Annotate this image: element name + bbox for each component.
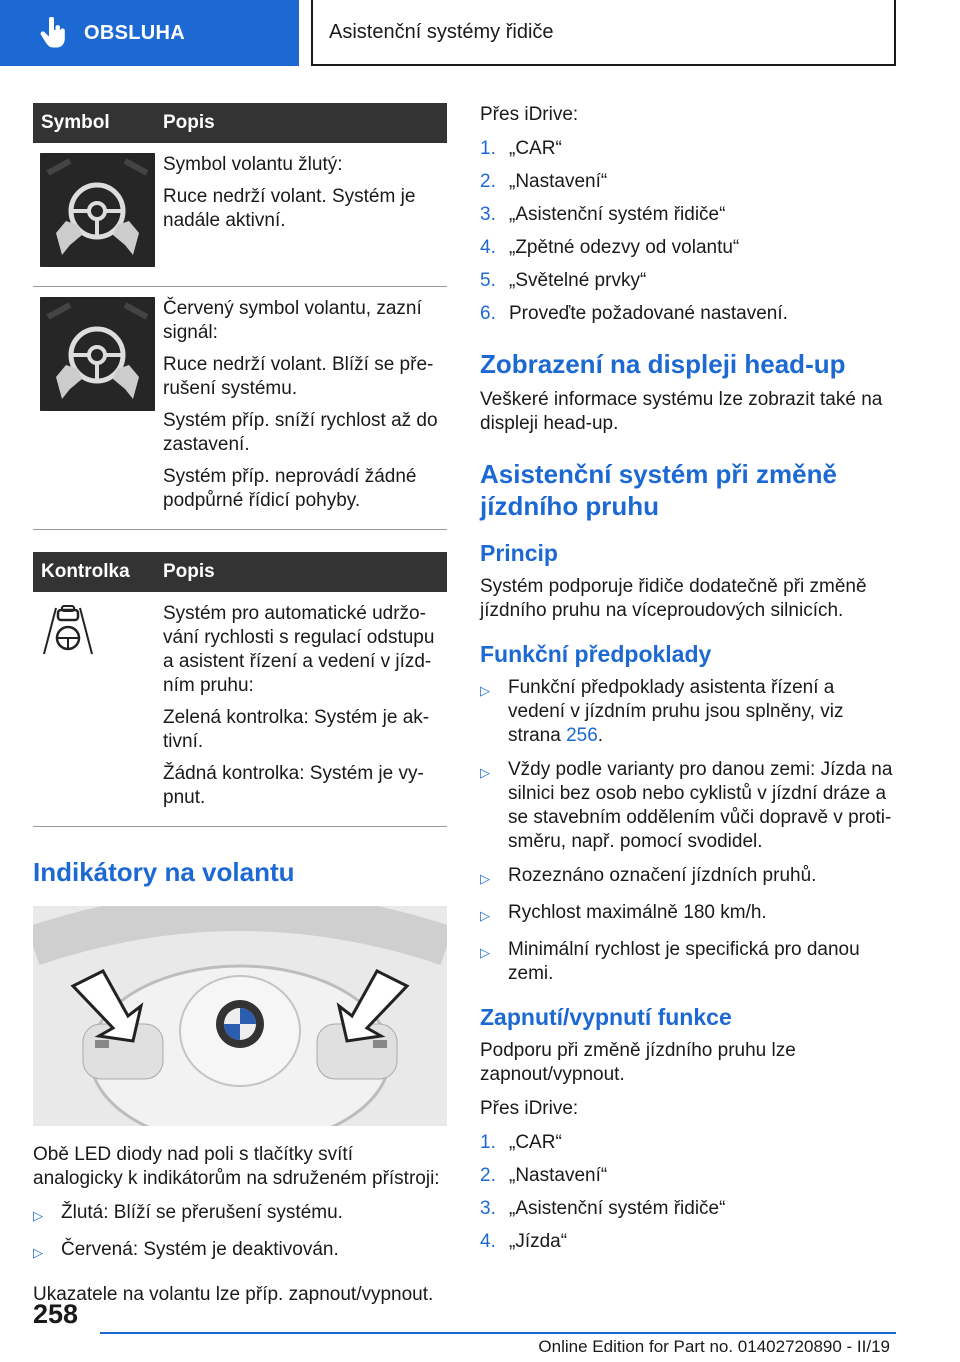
list-item xyxy=(480,676,896,748)
row-text: Ruce nedrží volant. Systém je nadále aktivní. xyxy=(163,186,416,231)
step-text: „Nastavení“ xyxy=(509,1165,608,1186)
triangle-bullet-icon: ▷ xyxy=(33,1208,43,1223)
section-tab xyxy=(0,0,299,66)
triangle-bullet-icon: ▷ xyxy=(480,683,490,698)
step-text: „Jízda“ xyxy=(509,1231,568,1252)
step-text: „Nastavení“ xyxy=(509,171,608,192)
triangle-bullet-icon: ▷ xyxy=(480,908,490,923)
paragraph: Systém podporuje řidiče dodatečně při změně jízdního pruhu na víceproudových silnicích. xyxy=(480,576,867,621)
list-item-text: Žlutá: Blíží se přerušení systému. xyxy=(61,1202,343,1223)
list-item xyxy=(480,302,896,326)
list-item xyxy=(480,269,896,293)
idrive-steps xyxy=(480,137,896,326)
step-number: 4. xyxy=(480,237,496,258)
list-item xyxy=(480,203,896,227)
indicator-bullets xyxy=(33,1201,447,1265)
control-col-header: Kontrolka xyxy=(41,561,130,582)
footer-divider xyxy=(100,1332,896,1334)
step-number: 4. xyxy=(480,1231,496,1252)
left-column xyxy=(33,103,447,1307)
row-text: Zelená kontrolka: Systém je ak‐tivní. xyxy=(163,707,430,752)
idrive-steps xyxy=(480,1131,896,1254)
subsection-heading: Funkční předpoklady xyxy=(480,641,712,667)
step-number: 5. xyxy=(480,270,496,291)
list-item xyxy=(480,1131,896,1155)
right-column xyxy=(480,103,896,1263)
list-item-text: Vždy podle varianty pro danou zemi: Jízda na silnici bez osob nebo cyklistů v jízdní dráze a se stavebním oddělením vůči dopravě v proti‐směru, např. pomocí svodidel. xyxy=(508,759,893,852)
triangle-bullet-icon: ▷ xyxy=(33,1245,43,1260)
list-item-text: . xyxy=(597,725,604,746)
row-text: Žádná kontrolka: Systém je vy‐pnut. xyxy=(163,763,424,808)
step-number: 3. xyxy=(480,204,496,225)
subsection-heading: Princip xyxy=(480,540,558,566)
hand-pointer-icon xyxy=(40,17,66,49)
list-item-text: Červená: Systém je deaktivován. xyxy=(61,1239,339,1260)
steering-wheel-photo xyxy=(33,906,447,1126)
list-item xyxy=(480,1197,896,1221)
symbol-col-header: Symbol xyxy=(41,112,110,133)
list-item xyxy=(480,1164,896,1188)
list-item xyxy=(480,1230,896,1254)
paragraph: Ukazatele na volantu lze příp. zapnout/vypnout. xyxy=(33,1284,434,1305)
lane-assist-indicator-icon xyxy=(40,602,96,656)
table-row xyxy=(33,592,447,827)
description-col-header: Popis xyxy=(163,561,215,582)
list-item xyxy=(480,236,896,260)
step-number: 2. xyxy=(480,1165,496,1186)
page-number: 258 xyxy=(33,1299,79,1329)
section-heading: Asistenční systém při změně jízdního pruhu xyxy=(480,459,837,521)
step-text: „CAR“ xyxy=(509,1132,562,1153)
list-item xyxy=(480,901,896,928)
control-table-header xyxy=(33,552,447,592)
step-text: „Asistenční systém řidiče“ xyxy=(509,1198,726,1219)
step-text: „CAR“ xyxy=(509,138,562,159)
row-text: Ruce nedrží volant. Blíží se pře‐rušení systému. xyxy=(163,354,434,399)
step-number: 1. xyxy=(480,138,496,159)
description-col-header: Popis xyxy=(163,112,215,133)
paragraph: Obě LED diody nad poli s tlačítky svítí analogicky k indikátorům na sdruženém přístroji: xyxy=(33,1144,440,1189)
step-number: 3. xyxy=(480,1198,496,1219)
step-text: „Zpětné odezvy od volantu“ xyxy=(509,237,740,258)
list-item xyxy=(480,137,896,161)
list-item-text: Rychlost maximálně 180 km/h. xyxy=(508,902,767,923)
section-heading: Zobrazení na displeji head-up xyxy=(480,349,846,379)
steering-wheel-yellow-icon xyxy=(40,153,155,267)
paragraph: Přes iDrive: xyxy=(480,1098,579,1119)
triangle-bullet-icon: ▷ xyxy=(480,765,490,780)
paragraph: Veškeré informace systému lze zobrazit také na displeji head-up. xyxy=(480,389,883,434)
list-item xyxy=(480,864,896,891)
edition-note: Online Edition for Part no. 01402720890 - II/19 xyxy=(538,1337,890,1356)
steering-wheel-red-icon xyxy=(40,297,155,411)
chapter-title: Asistenční systémy řidiče xyxy=(311,0,896,66)
list-item xyxy=(480,938,896,986)
step-text: „Světelné prvky“ xyxy=(509,270,647,291)
row-text: Systém příp. neprovádí žádné podpůrné řídicí pohyby. xyxy=(163,466,417,511)
list-item-text: Minimální rychlost je specifická pro danou zemi. xyxy=(508,939,860,984)
prerequisite-list xyxy=(480,676,896,986)
list-item xyxy=(33,1238,447,1265)
step-number: 2. xyxy=(480,171,496,192)
table-row xyxy=(33,143,447,287)
list-item-text: Rozeznáno označení jízdních pruhů. xyxy=(508,865,817,886)
step-number: 1. xyxy=(480,1132,496,1153)
triangle-bullet-icon: ▷ xyxy=(480,945,490,960)
subsection-heading: Zapnutí/vypnutí funkce xyxy=(480,1004,732,1030)
list-item-text: Funkční předpoklady asistenta řízení a vedení v jízdním pruhu jsou splněny, viz strana xyxy=(508,677,844,746)
paragraph: Podporu při změně jízdního pruhu lze zapnout/vypnout. xyxy=(480,1040,796,1085)
list-item xyxy=(33,1201,447,1228)
step-text: „Asistenční systém řidiče“ xyxy=(509,204,726,225)
section-label: OBSLUHA xyxy=(84,21,185,44)
step-number: 6. xyxy=(480,303,496,324)
section-heading: Indikátory na volantu xyxy=(33,857,295,887)
row-text: Symbol volantu žlutý: xyxy=(163,154,343,175)
row-text: Systém pro automatické udržo‐vání rychlosti s regulací odstupu a asistent řízení a vedení v jízd‐ním pruhu: xyxy=(163,603,435,696)
symbol-table-header xyxy=(33,103,447,143)
step-text: Proveďte požadované nastavení. xyxy=(509,303,788,324)
table-row xyxy=(33,287,447,530)
list-item xyxy=(480,170,896,194)
row-text: Červený symbol volantu, zazní signál: xyxy=(163,298,422,343)
list-item xyxy=(480,758,896,854)
triangle-bullet-icon: ▷ xyxy=(480,871,490,886)
paragraph: Přes iDrive: xyxy=(480,104,579,125)
page-reference-link[interactable]: 256 xyxy=(566,725,598,746)
row-text: Systém příp. sníží rychlost až do zastavení. xyxy=(163,410,438,455)
